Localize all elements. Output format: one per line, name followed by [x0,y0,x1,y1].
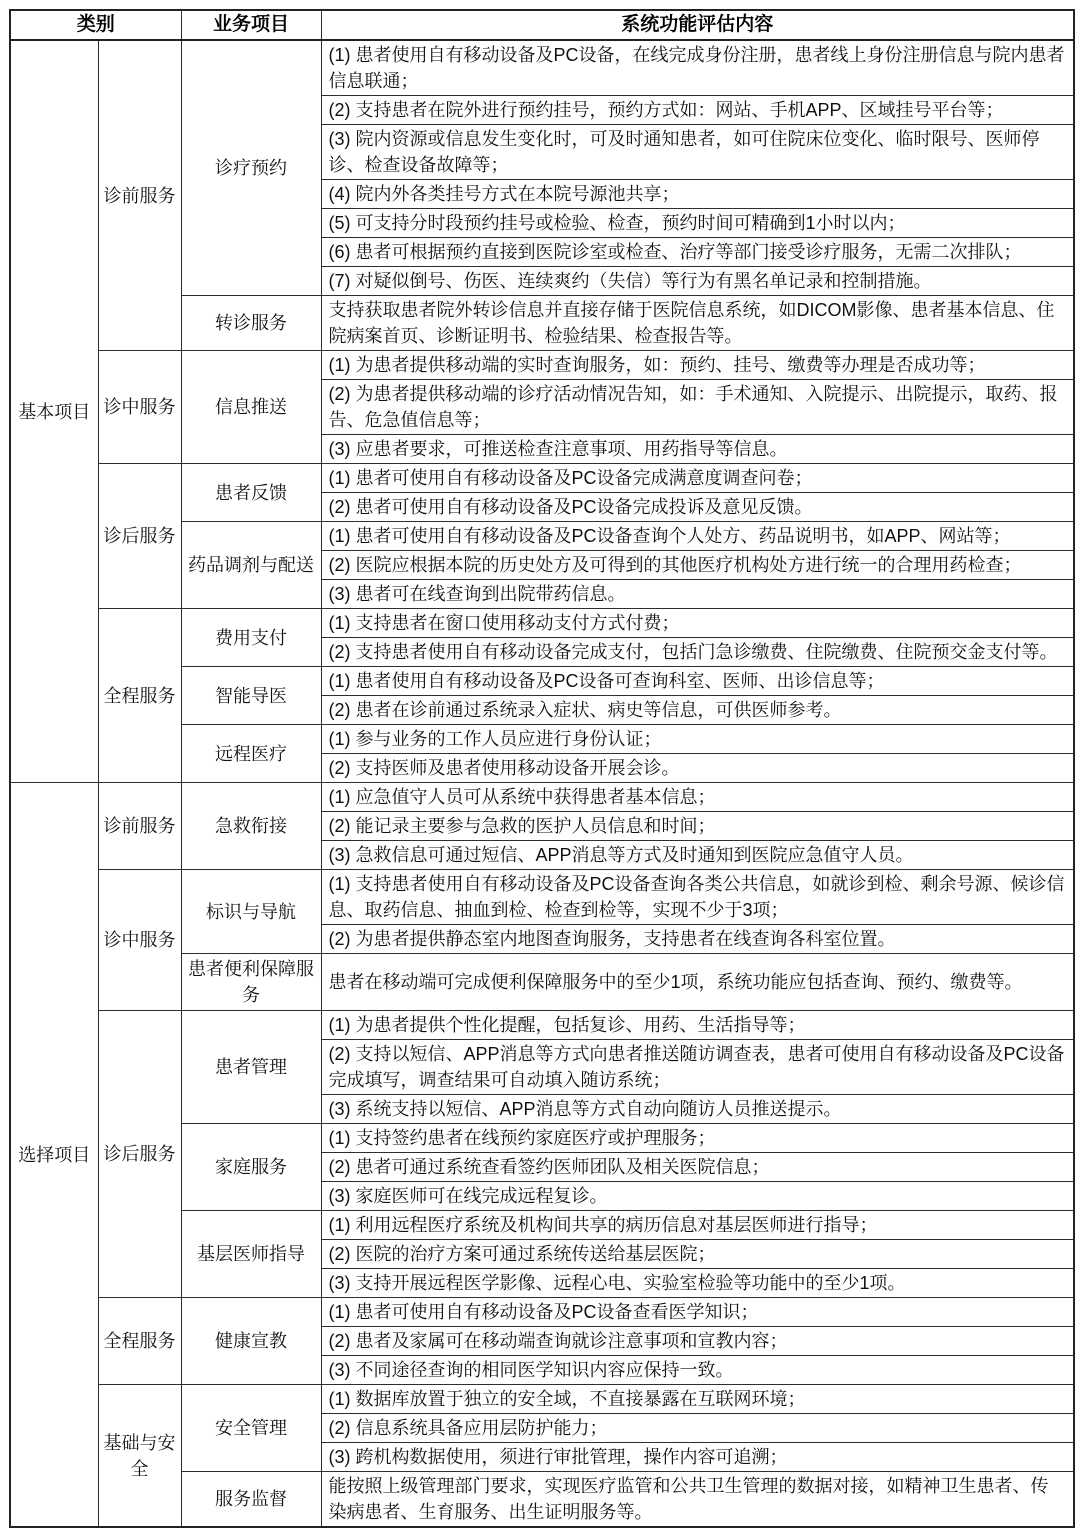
business-item-cell: 家庭服务 [181,1124,321,1211]
service-group-cell: 诊中服务 [98,870,181,1011]
business-item-cell: 费用支付 [181,609,321,667]
table-row [10,870,1074,925]
content-cell: (3) 急救信息可通过短信、APP消息等方式及时通知到医院应急值守人员。 [321,841,1074,870]
content-cell: (3) 应患者要求，可推送检查注意事项、用药指导等信息。 [321,435,1074,464]
business-item-cell: 信息推送 [181,351,321,464]
column-header-content: 系统功能评估内容 [321,10,1074,40]
business-item-cell: 转诊服务 [181,296,321,351]
content-cell: (2) 为患者提供静态室内地图查询服务，支持患者在线查询各科室位置。 [321,925,1074,954]
content-cell: (1) 支持签约患者在线预约家庭医疗或护理服务； [321,1124,1074,1153]
business-item-cell: 远程医疗 [181,725,321,783]
content-cell: (5) 可支持分时段预约挂号或检验、检查，预约时间可精确到1小时以内； [321,209,1074,238]
content-cell: (1) 患者使用自有移动设备及PC设备，在线完成身份注册，患者线上身份注册信息与院内患者信息联通； [321,40,1074,96]
content-cell: (2) 患者及家属可在移动端查询就诊注意事项和宣教内容； [321,1327,1074,1356]
content-cell: (1) 利用远程医疗系统及机构间共享的病历信息对基层医师进行指导； [321,1211,1074,1240]
business-item-cell: 诊疗预约 [181,40,321,296]
content-cell: (1) 为患者提供个性化提醒，包括复诊、用药、生活指导等； [321,1011,1074,1040]
column-header-business-item: 业务项目 [181,10,321,40]
business-item-cell: 患者便利保障服务 [181,954,321,1011]
content-cell: (6) 患者可根据预约直接到医院诊室或检查、治疗等部门接受诊疗服务，无需二次排队； [321,238,1074,267]
service-group-cell: 诊前服务 [98,40,181,351]
service-group-cell: 全程服务 [98,609,181,783]
business-item-cell: 基层医师指导 [181,1211,321,1298]
content-cell: (1) 患者可使用自有移动设备及PC设备查询个人处方、药品说明书，如APP、网站等； [321,522,1074,551]
service-group-cell: 诊前服务 [98,783,181,870]
content-cell: (2) 医院应根据本院的历史处方及可得到的其他医疗机构处方进行统一的合理用药检查； [321,551,1074,580]
business-item-cell: 健康宣教 [181,1298,321,1385]
column-header-category: 类别 [10,10,181,40]
category-cell: 基本项目 [10,40,98,783]
business-item-cell: 服务监督 [181,1472,321,1528]
business-item-cell: 患者管理 [181,1011,321,1124]
content-cell: (2) 患者可使用自有移动设备及PC设备完成投诉及意见反馈。 [321,493,1074,522]
content-cell: (1) 数据库放置于独立的安全域，不直接暴露在互联网环境； [321,1385,1074,1414]
content-cell: (3) 家庭医师可在线完成远程复诊。 [321,1182,1074,1211]
business-item-cell: 患者反馈 [181,464,321,522]
content-cell: (1) 患者使用自有移动设备及PC设备可查询科室、医师、出诊信息等； [321,667,1074,696]
content-cell: (1) 为患者提供移动端的实时查询服务，如：预约、挂号、缴费等办理是否成功等； [321,351,1074,380]
service-group-cell: 全程服务 [98,1298,181,1385]
table-header-row [10,10,1074,40]
content-cell: (2) 患者在诊前通过系统录入症状、病史等信息，可供医师参考。 [321,696,1074,725]
content-cell: (2) 支持患者在院外进行预约挂号，预约方式如：网站、手机APP、区域挂号平台等； [321,96,1074,125]
content-cell: (3) 不同途径查询的相同医学知识内容应保持一致。 [321,1356,1074,1385]
content-cell: (3) 跨机构数据使用，须进行审批管理，操作内容可追溯； [321,1443,1074,1472]
content-cell: (1) 支持患者在窗口使用移动支付方式付费； [321,609,1074,638]
content-cell: (3) 院内资源或信息发生变化时，可及时通知患者，如可住院床位变化、临时限号、医师停诊、检查设备故障等； [321,125,1074,180]
table-body [10,40,1074,1527]
service-group-cell: 诊后服务 [98,464,181,609]
business-item-cell: 药品调剂与配送 [181,522,321,609]
category-cell: 选择项目 [10,783,98,1528]
content-cell: (2) 支持以短信、APP消息等方式向患者推送随访调查表，患者可使用自有移动设备及PC设备完成填写，调查结果可自动填入随访系统； [321,1040,1074,1095]
content-cell: (7) 对疑似倒号、伤医、连续爽约（失信）等行为有黑名单记录和控制措施。 [321,267,1074,296]
content-cell: (1) 支持患者使用自有移动设备及PC设备查询各类公共信息，如就诊到检、剩余号源、候诊信息、取药信息、抽血到检、检查到检等，实现不少于3项； [321,870,1074,925]
content-cell: (1) 应急值守人员可从系统中获得患者基本信息； [321,783,1074,812]
content-cell: (1) 患者可使用自有移动设备及PC设备查看医学知识； [321,1298,1074,1327]
content-cell: (2) 支持医师及患者使用移动设备开展会诊。 [321,754,1074,783]
content-cell: (2) 患者可通过系统查看签约医师团队及相关医院信息； [321,1153,1074,1182]
content-cell: (1) 参与业务的工作人员应进行身份认证； [321,725,1074,754]
table-row [10,10,1074,40]
content-cell: (3) 支持开展远程医学影像、远程心电、实验室检验等功能中的至少1项。 [321,1269,1074,1298]
table-row [10,1298,1074,1327]
content-cell: 患者在移动端可完成便利保障服务中的至少1项，系统功能应包括查询、预约、缴费等。 [321,954,1074,1011]
service-group-cell: 诊中服务 [98,351,181,464]
content-cell: (2) 为患者提供移动端的诊疗活动情况告知，如：手术通知、入院提示、出院提示，取药、报告、危急值信息等； [321,380,1074,435]
business-item-cell: 智能导医 [181,667,321,725]
content-cell: (2) 医院的治疗方案可通过系统传送给基层医院； [321,1240,1074,1269]
content-cell: (2) 支持患者使用自有移动设备完成支付，包括门急诊缴费、住院缴费、住院预交金支付等。 [321,638,1074,667]
business-item-cell: 急救衔接 [181,783,321,870]
table-row [10,1385,1074,1414]
table-row [10,351,1074,380]
content-cell: (3) 系统支持以短信、APP消息等方式自动向随访人员推送提示。 [321,1095,1074,1124]
content-cell: 支持获取患者院外转诊信息并直接存储于医院信息系统，如DICOM影像、患者基本信息、住院病案首页、诊断证明书、检验结果、检查报告等。 [321,296,1074,351]
table-row [10,609,1074,638]
table-row [10,783,1074,812]
business-item-cell: 标识与导航 [181,870,321,954]
content-cell: (2) 信息系统具备应用层防护能力； [321,1414,1074,1443]
business-item-cell: 安全管理 [181,1385,321,1472]
table-row [10,464,1074,493]
table-row [10,40,1074,96]
service-group-cell: 基础与安全 [98,1385,181,1528]
service-group-cell: 诊后服务 [98,1011,181,1298]
table-row [10,1011,1074,1040]
content-cell: (3) 患者可在线查询到出院带药信息。 [321,580,1074,609]
content-cell: (4) 院内外各类挂号方式在本院号源池共享； [321,180,1074,209]
content-cell: (2) 能记录主要参与急救的医护人员信息和时间； [321,812,1074,841]
content-cell: 能按照上级管理部门要求，实现医疗监管和公共卫生管理的数据对接，如精神卫生患者、传染病患者、生育服务、出生证明服务等。 [321,1472,1074,1528]
content-cell: (1) 患者可使用自有移动设备及PC设备完成满意度调查问卷； [321,464,1074,493]
evaluation-table [9,9,1075,1528]
